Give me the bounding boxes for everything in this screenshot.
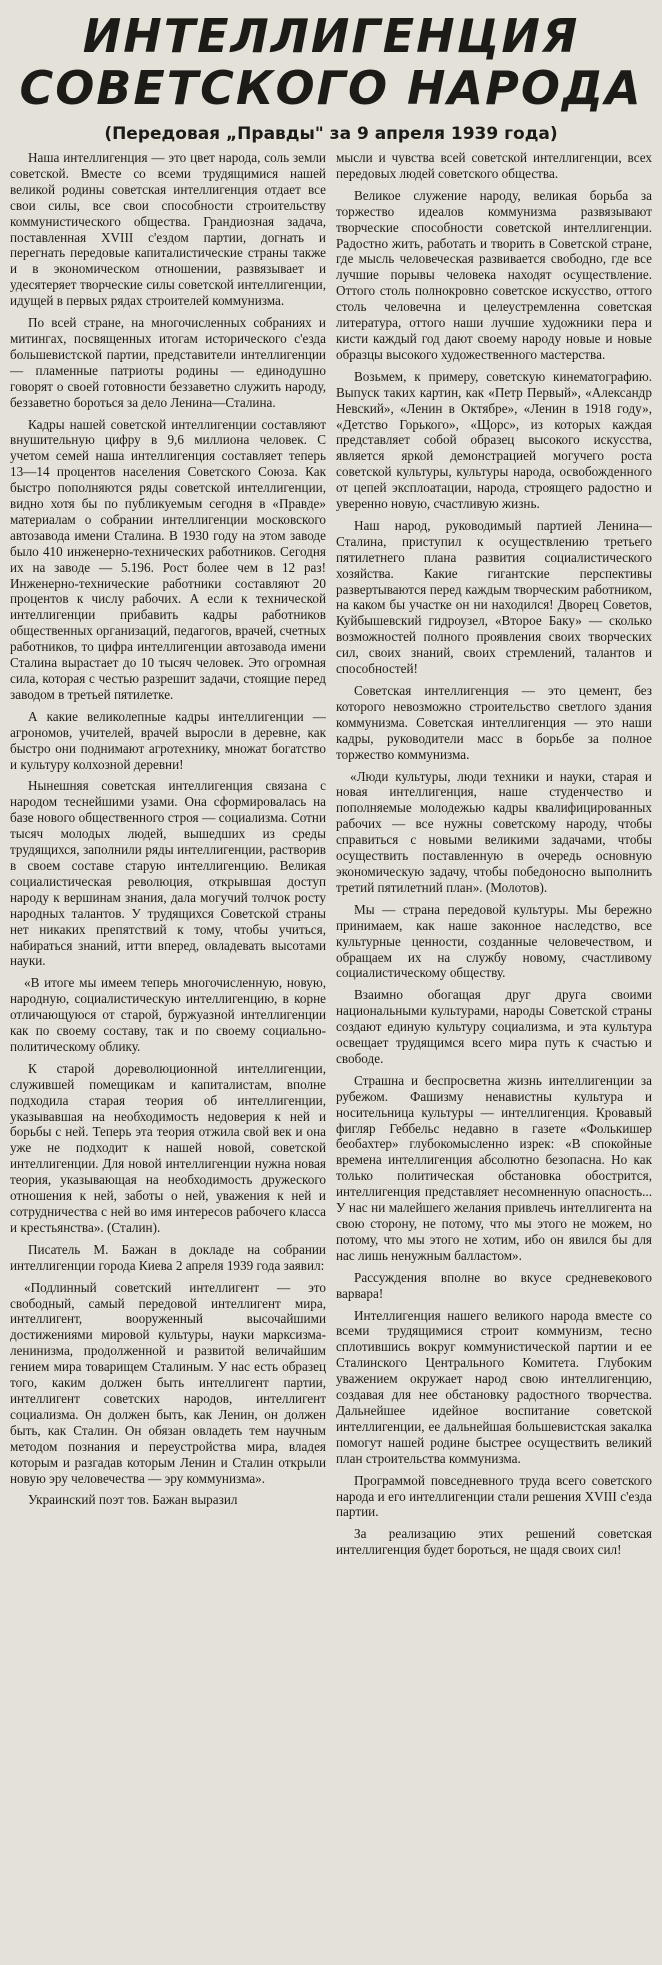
paragraph: Наш народ, руководимый партией Ленина—Сталина, приступил к осуществлению третьего пятилетнего плана развития социалистического хозяйства. Какие гигантские перспективы развертываются перед каждым творческим работником, на каком бы участке он ни находился! Дворец Советов, Куйбышевский гидроузел, «Второе Баку» — сколько возможностей полного проявления своих творческих сил, своих знаний, своих стремлений, талантов и способностей! [336,517,652,677]
paragraph: Мы — страна передовой культуры. Мы бережно принимаем, как наше законное наследство, все культурные ценности, созданные человечеством, и обращаем их на службу новому, счастливому социалистическому обществу. [336,901,652,981]
paragraph: Рассуждения вполне во вкусе средневекового варвара! [336,1269,652,1301]
headline: ИНТЕЛЛИГЕНЦИЯ СОВЕТСКОГО НАРОДА [19,9,643,115]
paragraph: Интеллигенция нашего великого народа вместе со всеми трудящимися строит коммунизм, тесно сплотившись вокруг коммунистической партии и ее Сталинского Центрального Комитета. Глубоким уважением окружает народ свою интеллигенцию, создавая для нее обстановку радостного творчества. Дальнейшее идейное воспитание советской интеллигенции, ее дальнейшая большевистская закалка помогут нашей родине быстрее осуществить великий план строительства коммунизма. [336,1307,652,1466]
quote-paragraph: «Люди культуры, люди техники и науки, старая и новая интеллигенция, наше студенчество и пополняемые молодежью кадры квалифицированных рабочих — все нужны советскому народу, чтобы справиться с новыми великими задачами, чтобы осуществить поставленную в очередь основную экономическую задачу, чтобы победоносно выполнить третий пятилетний план». (Молотов). [336,768,652,895]
paragraph: За реализацию этих решений советская интеллигенция будет бороться, не щадя своих сил! [336,1526,652,1558]
quote-paragraph: «Подлинный советский интеллигент — это свободный, самый передовой интеллигент мира, интеллигент, вооруженный высочайшими достижениями мировой культуры, науки марксизма-ленинизма, продолженной и развитой величайшим гением мира товарищем Сталиным. У нас есть образец того, каким должен быть интеллигент партии, интеллигент советских народов, интеллигент социализма. Он должен быть, как Ленин, он должен быть, как Сталин. Он обязан овладеть тем научным методом познания и переустройства мира, владея которым и разгадав которым Ленин и Сталин открыли новую эру человечества — эру коммунизма». [10,1279,326,1486]
paragraph: Нынешняя советская интеллигенция связана с народом теснейшими узами. Она сформировалась на базе нового общественного строя — социализма. Сотни тысяч молодых людей, вышедших из среды трудящихся, заполнили ряды интеллигенции, растворив в своем составе старую интеллигенцию. Великая социалистическая революция, открывшая доступ народу к вершинам знания, дала могучий толчок росту народных талантов. У трудящихся Советской страны нет никаких препятствий к тому, чтобы учиться, набираться знаний, итти вперед, овладевать высотами науки. [10,778,326,969]
left-column [10,150,326,1965]
paragraph: Великое служение народу, великая борьба за торжество идеалов коммунизма развязывают творческие способности советской интеллигенции. Радостно жить, работать и творить в Советской стране, где мысль человеческая развивается свободно, где все лучшие порывы человека находят осуществление. Оттого столь полнокровно советское искусство, оттого столь человечна и целеустремленна советская литература, оттого наши лучшие художники пера и кисти каждый год дают своему народу новые и новые образцы высокого художественного мастерства. [336,187,652,362]
paragraph: Программой повседневного труда всего советского народа и его интеллигенции стали решения XVIII с'езда партии. [336,1472,652,1520]
paragraph: Советская интеллигенция — это цемент, без которого невозможно строительство светлого здания коммунизма. Советская интеллигенция — это наши кадры, руководители масс в борьбе за полное торжество коммунизма. [336,683,652,762]
paragraph: Кадры нашей советской интеллигенции составляют внушительную цифру в 9,6 миллиона человек. С учетом семей наша интеллигенция составляет теперь 13—14 процентов населения Советского Союза. Как быстро пополняются ряды советской интеллигенции, видно хотя бы по публикуемым сегодня в «Правде» материалам о собрании интеллигенции московского автозавода имени Сталина. В 1930 году на этом заводе было 410 инженерно-технических работников. Сегодня их на заводе — 5.196. Рост более чем в 12 раз! Инженерно-технические работники составляют 20 процентов к числу рабочих. А если к технической интеллигенции прибавить кадры работников общественных организаций, педагогов, врачей, счетных работников, то цифра интеллигенции автозавода имени Сталина вырастает до 10 тысяч человек. Это огромная сила, которая с честью разрешит задачи, стоящие перед заводом в третьей пятилетке. [10,416,326,702]
paragraph: мысли и чувства всей советской интеллигенции, всех передовых людей советского общества. [336,150,652,181]
paragraph: Наша интеллигенция — это цвет народа, соль земли советской. Вместе со всеми трудящимися нашей великой родины советская интеллигенция отдает все свои силы, все свои способности строительству коммунистического общества. Грандиозная задача, поставленная XVIII с'ездом партии, догнать и перегнать передовые капиталистические страны также и в экономическом отношении, развязывает и удесятеряет творческие силы советской интеллигенции, идущей в первых рядах строителей коммунизма. [10,150,326,309]
right-column [336,150,652,1965]
paragraph: К старой дореволюционной интеллигенции, служившей помещикам и капиталистам, вполне подходила старая теория об интеллигенции, указывавшая на необходимость недоверия к ней и борьбы с ней. Теперь эта теория отжила свой век и она уже не подходит к нашей новой, советской интеллигенции. Для новой интеллигенции нужна новая теория, указывающая на необходимость дружеского отношения к ней, заботы о ней, уважения к ней и сотрудничества с ней во имя интересов рабочего класса и крестьянства». (Сталин). [10,1060,326,1235]
paragraph: А какие великолепные кадры интеллигенции — агрономов, учителей, врачей выросли в деревне, как быстро они поднимают агротехнику, множат богатство и культуру колхозной деревни! [10,708,326,772]
paragraph: Взаимно обогащая друг друга своими национальными культурами, народы Советской страны создают единую культуру социализма, и эта культура освещает трудящимся всего мира путь к счастью и свободе. [336,987,652,1066]
paragraph: По всей стране, на многочисленных собраниях и митингах, посвященных итогам исторического с'езда большевистской партии, представители интеллигенции — пламенные патриоты родины — единодушно говорят о своей готовности беззаветно служить народу, беззаветно бороться за дело Ленина—Сталина. [10,315,326,410]
paragraph: Украинский поэт тов. Бажан выразил [28,1492,238,1508]
article-body [10,150,652,1965]
quote-paragraph: «В итоге мы имеем теперь многочисленную, новую, народную, социалистическую интеллигенцию, в корне отличающуюся от старой, буржуазной интеллигенции как по своему составу, так и по своему социально-политическому облику. [10,975,326,1054]
subheadline: (Передовая „Правды" за 9 апреля 1939 года) [104,124,558,144]
paragraph: Возьмем, к примеру, советскую кинематографию. Выпуск таких картин, как «Петр Первый», «Александр Невский», «Ленин в Октябре», «Ленин в 1918 году», «Детство Горького», «Щорс», из которых каждая представляет собой образец высокого искусства, является яркой демонстрацией могучего роста советской культуры, культуры народа, освобожденного от цепей эксплоатации, народа, строящего радостно и уверенно новую, счастливую жизнь. [336,368,652,512]
paragraph: Писатель М. Бажан в докладе на собрании интеллигенции города Киева 2 апреля 1939 года заявил: [10,1241,326,1273]
paragraph: Страшна и беспросветна жизнь интеллигенции за рубежом. Фашизму ненавистны культура и носительница культуры — интеллигенция. Кровавый фигляр Геббельс недавно в газете «Фолькишер беобахтер» глубокомысленно изрек: «В спокойные времена интеллигенция абсолютно безопасна. Но как только политическая обстановка обострится, интеллигенция представляет несомненную опасность... У нас ни малейшего желания привлечь интеллигента на свою сторону, не потому, что мы этого не можем, но потому, что мы этого не хотим, ибо он явился бы для нас лишь ненужным балластом». [336,1072,652,1263]
